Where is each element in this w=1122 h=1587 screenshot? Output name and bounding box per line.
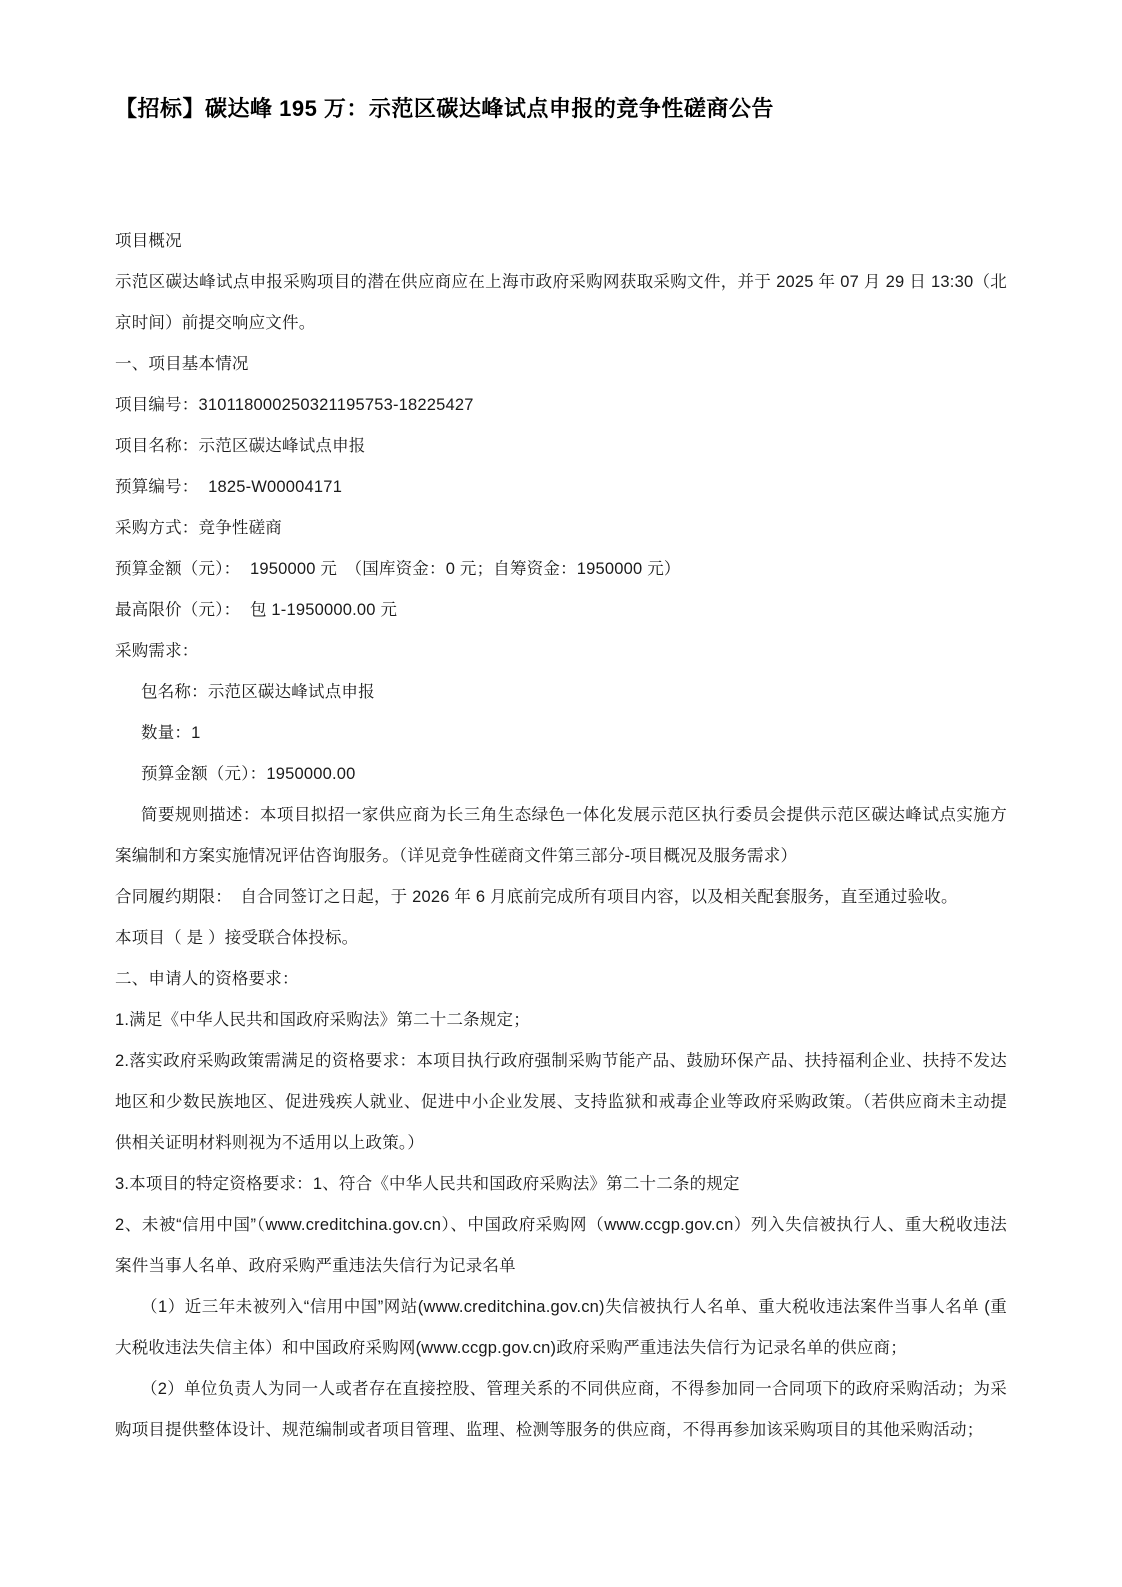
field-project-number xyxy=(115,385,1007,426)
field-project-number-value: 310118000250321195753-18225427 xyxy=(198,396,474,414)
package-name-value: 示范区碳达峰试点申报 xyxy=(207,683,375,701)
field-project-name-label: 项目名称： xyxy=(115,437,199,455)
field-requirement-label: 采购需求： xyxy=(115,642,199,660)
package-quantity-value: 1 xyxy=(191,724,201,742)
qualification-item-4: 2、未被“信用中国”（www.creditchina.gov.cn）、中国政府采购网（www.ccgp.gov.cn）列入失信被执行人、重大税收违法案件当事人名单、政府采购严重违法失信行为记录名单 xyxy=(115,1216,1007,1275)
field-budget-number-value: 1825-W00004171 xyxy=(208,478,343,496)
qualification-item-3: 3.本项目的特定资格要求：1、符合《中华人民共和国政府采购法》第二十二条的规定 xyxy=(115,1175,740,1193)
qualification-item-1: 1.满足《中华人民共和国政府采购法》第二十二条规定； xyxy=(115,1011,530,1029)
package-quantity xyxy=(115,713,1007,754)
document-body xyxy=(115,221,1007,1451)
field-budget-amount-label: 预算金额（元）： xyxy=(115,560,241,578)
document-content xyxy=(115,0,1007,1451)
sub-item-1: （1）近三年未被列入“信用中国”网站(www.creditchina.gov.cn)失信被执行人名单、重大税收违法案件当事人名单 (重大税收违法失信主体）和中国政府采购网(www.ccgp.gov.cn)政府采购严重违法失信行为记录名单的供应商； xyxy=(115,1298,1007,1357)
package-budget-value: 1950000.00 xyxy=(266,765,356,783)
field-procurement-method xyxy=(115,508,1007,549)
field-budget-amount xyxy=(115,549,1007,590)
field-max-price xyxy=(115,590,1007,631)
field-budget-amount-value: 1950000 元 （国库资金：0 元；自筹资金：1950000 元） xyxy=(249,560,681,578)
package-budget-label: 预算金额（元）： xyxy=(141,765,267,783)
package-quantity-label: 数量： xyxy=(141,724,192,742)
field-max-price-value: 包 1-1950000.00 元 xyxy=(249,601,398,619)
contract-period: 合同履约期限： 自合同签订之日起，于 2026 年 6 月底前完成所有项目内容，以及相关配套服务，直至通过验收。 xyxy=(115,888,958,906)
field-project-name-value: 示范区碳达峰试点申报 xyxy=(198,437,366,455)
package-brief-rules: 简要规则描述：本项目拟招一家供应商为长三角生态绿色一体化发展示范区执行委员会提供示范区碳达峰试点实施方案编制和方案实施情况评估咨询服务。（详见竞争性磋商文件第三部分-项目概况及服务需求） xyxy=(115,806,1007,865)
section-one-heading: 一、项目基本情况 xyxy=(115,355,249,373)
field-project-name xyxy=(115,426,1007,467)
field-procurement-method-label: 采购方式： xyxy=(115,519,199,537)
package-budget xyxy=(115,754,1007,795)
package-name xyxy=(115,672,1007,713)
section-two-heading: 二、申请人的资格要求： xyxy=(115,970,299,988)
page-title: 【招标】碳达峰 195 万：示范区碳达峰试点申报的竞争性磋商公告 xyxy=(115,96,774,121)
field-procurement-method-value: 竞争性磋商 xyxy=(198,519,282,537)
qualification-item-2: 2.落实政府采购政策需满足的资格要求：本项目执行政府强制采购节能产品、鼓励环保产品、扶持福利企业、扶持不发达地区和少数民族地区、促进残疾人就业、促进中小企业发展、支持监狱和戒毒企业等政府采购政策。（若供应商未主动提供相关证明材料则视为不适用以上政策。） xyxy=(115,1052,1007,1152)
sub-item-2: （2）单位负责人为同一人或者存在直接控股、管理关系的不同供应商，不得参加同一合同项下的政府采购活动；为采购项目提供整体设计、规范编制或者项目管理、监理、检测等服务的供应商，不得再参加该采购项目的其他采购活动； xyxy=(115,1380,1007,1439)
field-budget-number-label: 预算编号： xyxy=(115,478,199,496)
field-project-number-label: 项目编号： xyxy=(115,396,199,414)
package-name-label: 包名称： xyxy=(141,683,208,701)
overview-heading: 项目概况 xyxy=(115,232,182,250)
consortium-statement: 本项目（ 是 ）接受联合体投标。 xyxy=(115,929,359,947)
overview-paragraph: 示范区碳达峰试点申报采购项目的潜在供应商应在上海市政府采购网获取采购文件，并于 2025 年 07 月 29 日 13:30（北京时间）前提交响应文件。 xyxy=(115,273,1007,332)
field-max-price-label: 最高限价（元）： xyxy=(115,601,241,619)
field-budget-number xyxy=(115,467,1007,508)
